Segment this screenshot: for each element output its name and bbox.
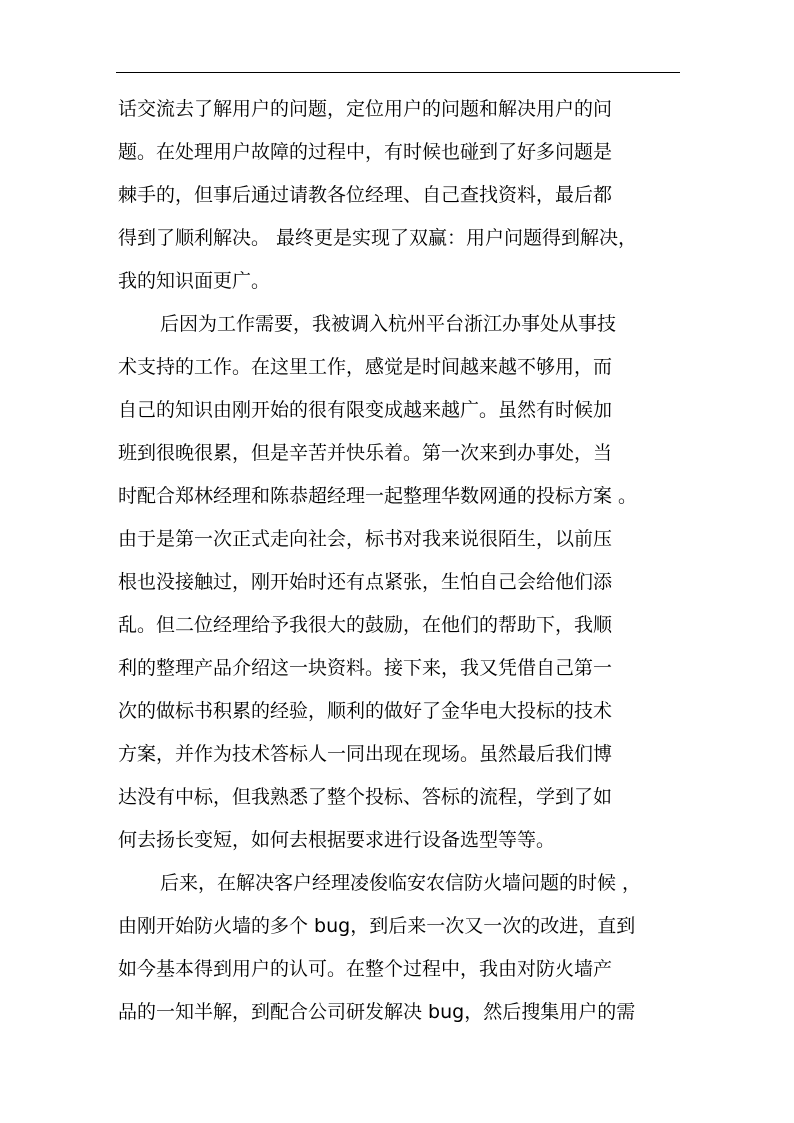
text-line: 由刚开始防火墙的多个 bug，到后来一次又一次的改进，直到	[118, 915, 636, 937]
text-line: 自己的知识由刚开始的很有限变成越来越广。虽然有时候加	[118, 399, 613, 421]
text-line: 题。在处理用户故障的过程中，有时候也碰到了好多问题是	[118, 141, 613, 163]
paragraph-first-line: 后来，在解决客户经理凌俊临安农信防火墙问题的时候 ，	[160, 872, 642, 894]
text-line: 利的整理产品介绍这一块资料。接下来，我又凭借自己第一	[118, 657, 613, 679]
text-line: 根也没接触过，刚开始时还有点紧张，生怕自己会给他们添	[118, 571, 613, 593]
text-line: 班到很晚很累，但是辛苦并快乐着。第一次来到办事处，当	[118, 442, 613, 464]
text-line: 术支持的工作。在这里工作，感觉是时间越来越不够用，而	[118, 356, 613, 378]
text-line: 何去扬长变短，如何去根据要求进行设备选型等等。	[118, 829, 556, 851]
text-line: 如今基本得到用户的认可。在整个过程中，我由对防火墙产	[118, 958, 613, 980]
text-line: 品的一知半解，到配合公司研发解决 bug，然后搜集用户的需	[118, 1001, 636, 1023]
text-line: 方案，并作为技术答标人一同出现在现场。虽然最后我们博	[118, 743, 613, 765]
text-line: 达没有中标，但我熟悉了整个投标、答标的流程，学到了如	[118, 786, 613, 808]
text-line: 棘手的，但事后通过请教各位经理、自己查找资料，最后都	[118, 184, 613, 206]
text-line: 话交流去了解用户的问题，定位用户的问题和解决用户的问	[118, 98, 613, 120]
text-line: 我的知识面更广。	[118, 270, 271, 292]
text-line: 由于是第一次正式走向社会，标书对我来说很陌生，以前压	[118, 528, 613, 550]
paragraph-first-line: 后因为工作需要，我被调入杭州平台浙江办事处从事技	[160, 313, 617, 335]
text-line: 次的做标书积累的经验，顺利的做好了金华电大投标的技术	[118, 700, 613, 722]
header-rule	[116, 72, 680, 73]
text-line: 乱。但二位经理给予我很大的鼓励，在他们的帮助下，我顺	[118, 614, 613, 636]
text-line: 时配合郑林经理和陈恭超经理一起整理华数网通的投标方案 。	[118, 485, 638, 507]
text-line: 得到了顺利解决。 最终更是实现了双赢：用户问题得到解决，	[118, 227, 638, 249]
